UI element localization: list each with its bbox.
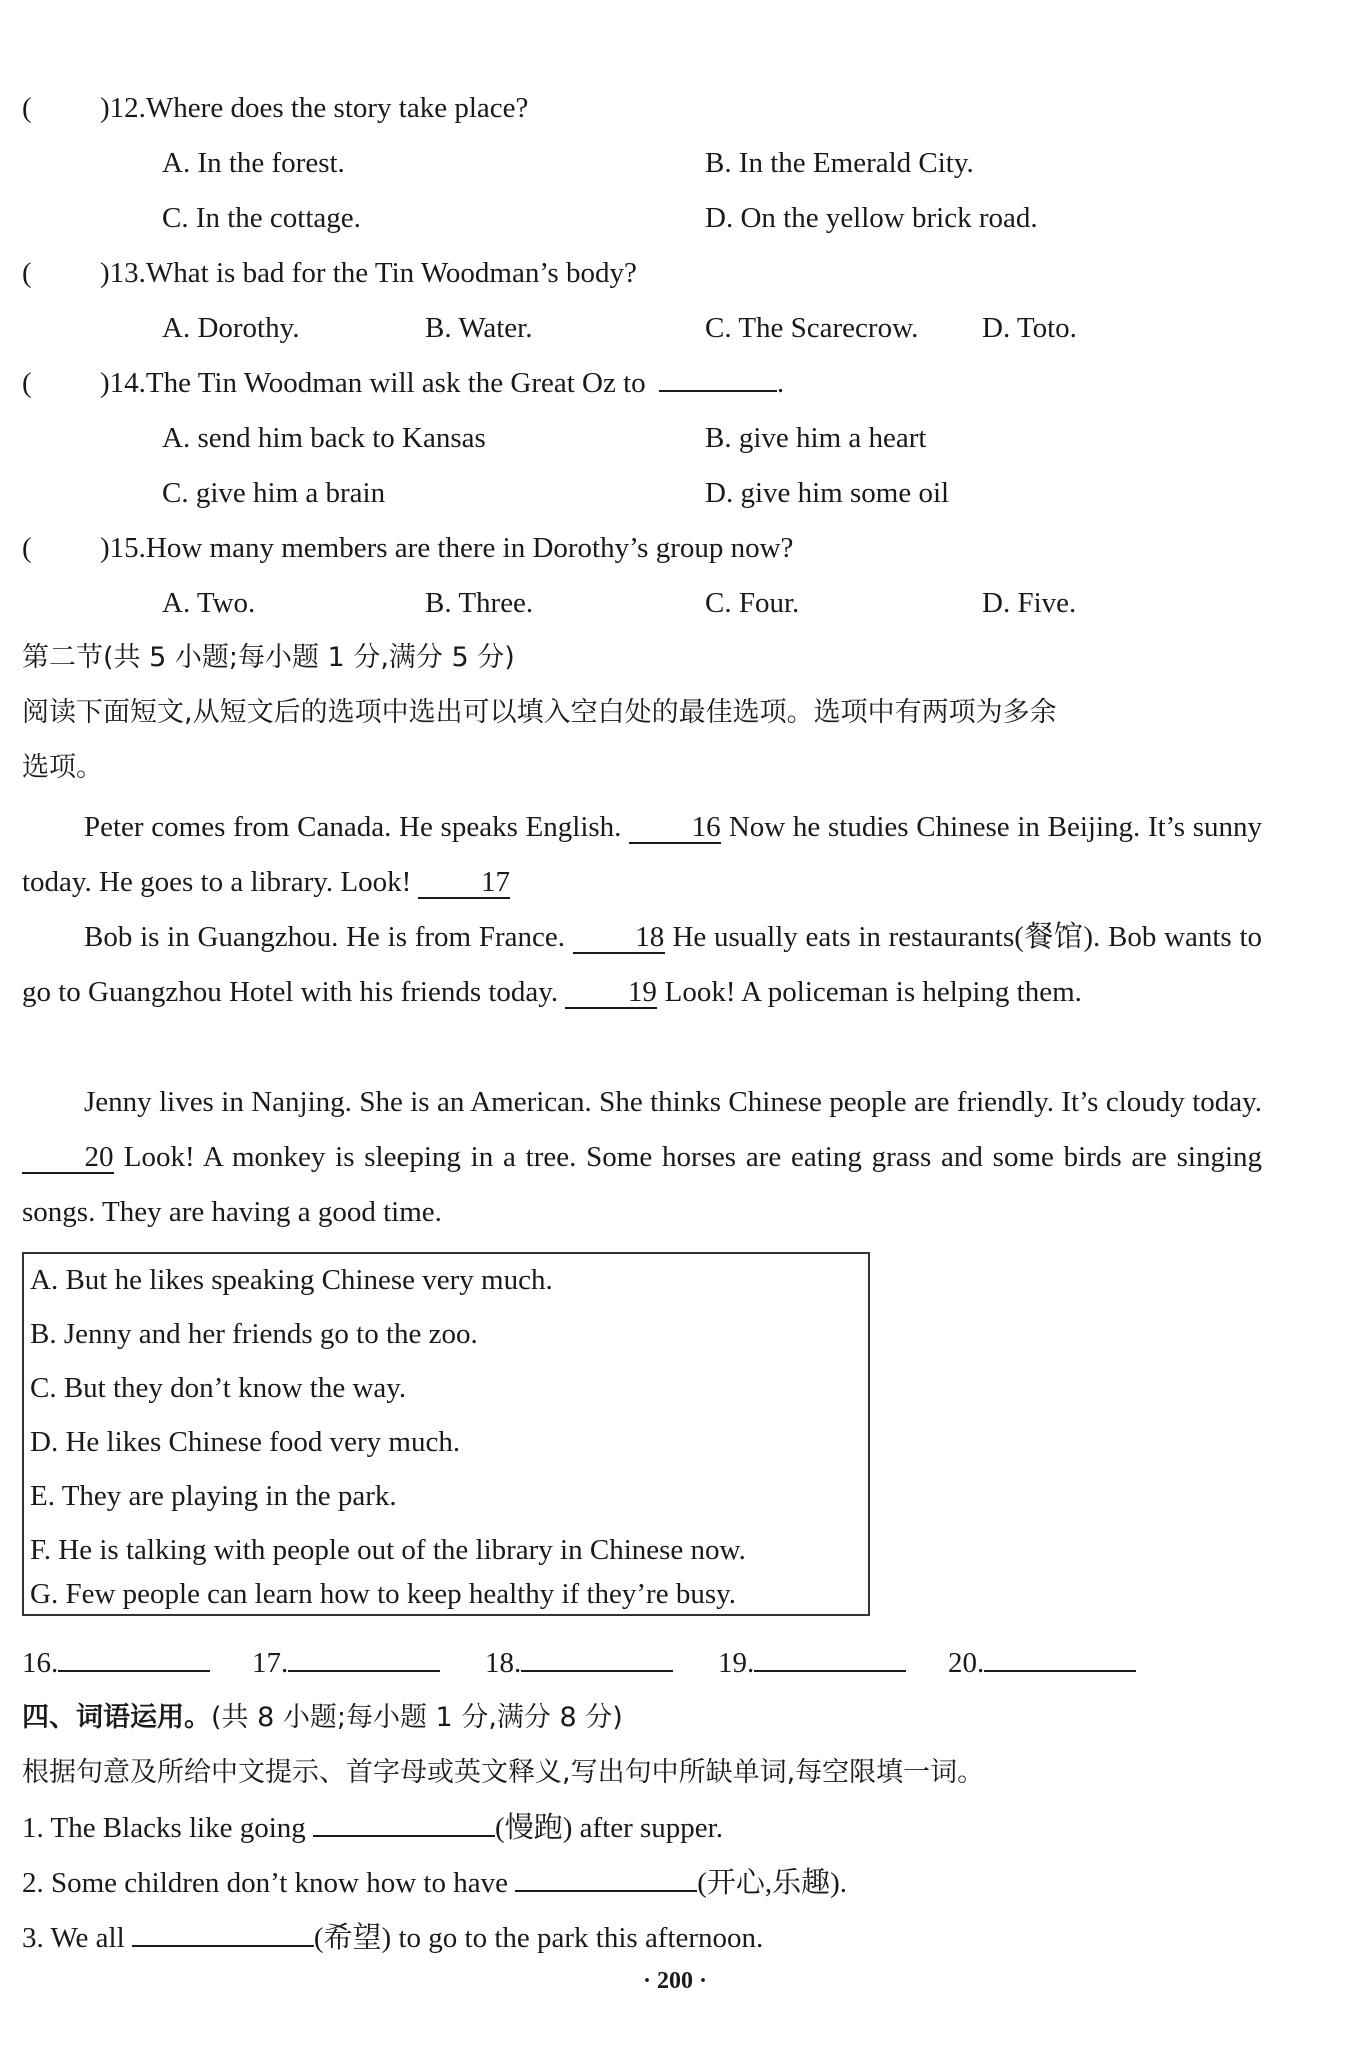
section-2-title: 第二节(共 5 小题;每小题 1 分,满分 5 分) xyxy=(22,642,515,673)
answer-20: 20. xyxy=(948,1645,1136,1681)
option-d: D. On the yellow brick road. xyxy=(705,202,1038,234)
question-text: The Tin Woodman will ask the Great Oz to xyxy=(145,367,646,399)
answer-blank[interactable] xyxy=(521,1670,673,1672)
question-13 xyxy=(22,255,637,291)
page-number: · 200 · xyxy=(642,1968,707,1994)
answer-blank[interactable] xyxy=(984,1670,1136,1672)
vocab-item-2: 2. Some children don’t know how to have (开心,乐趣). xyxy=(22,1867,848,1899)
question-12 xyxy=(22,90,528,126)
option-d: D. Five. xyxy=(982,587,1077,619)
choice-e: E. They are playing in the park. xyxy=(30,1480,397,1512)
passage-paragraph-3: Jenny lives in Nanjing. She is an American. She thinks Chinese people are friendly. It’s cloudy today. 20 Look! A monkey is sleeping in a tree. Some horses are eating grass and some birds are singing songs. They are having a good time. xyxy=(22,1086,1262,1228)
question-number: )13. xyxy=(100,257,146,289)
answer-blank[interactable] xyxy=(515,1890,697,1892)
option-c: C. The Scarecrow. xyxy=(705,312,919,344)
blank-19: 19 xyxy=(565,977,657,1009)
option-d: D. give him some oil xyxy=(705,477,950,509)
choice-c: C. But they don’t know the way. xyxy=(30,1372,407,1404)
option-b: B. In the Emerald City. xyxy=(705,147,974,179)
option-a: A. Dorothy. xyxy=(162,312,300,344)
option-a: A. send him back to Kansas xyxy=(162,422,486,454)
vocab-item-3: 3. We all (希望) to go to the park this afternoon. xyxy=(22,1922,764,1954)
answer-paren: ( xyxy=(22,532,32,564)
answer-paren: ( xyxy=(22,257,32,289)
question-text: Where does the story take place? xyxy=(145,92,529,124)
answer-blank[interactable] xyxy=(659,390,777,392)
passage-paragraph-2: Bob is in Guangzhou. He is from France. 18 He usually eats in restaurants(餐馆). Bob wants to go to Guangzhou Hotel with his friends today. 19 Look! A policeman is helping them. xyxy=(22,921,1263,1008)
answer-17: 17. xyxy=(252,1645,440,1681)
answer-18: 18. xyxy=(485,1645,673,1681)
option-c: C. In the cottage. xyxy=(162,202,361,234)
question-number: )12. xyxy=(100,92,146,124)
choice-g: G. Few people can learn how to keep healthy if they’re busy. xyxy=(30,1578,736,1610)
blank-16: 16 xyxy=(629,812,721,844)
vocab-item-1: 1. The Blacks like going (慢跑) after supper. xyxy=(22,1812,723,1844)
option-b: B. Water. xyxy=(425,312,533,344)
question-15 xyxy=(22,530,793,566)
answer-blank[interactable] xyxy=(754,1670,906,1672)
answer-blank[interactable] xyxy=(288,1670,440,1672)
answer-blank[interactable] xyxy=(58,1670,210,1672)
blank-17: 17 xyxy=(418,867,510,899)
question-text: What is bad for the Tin Woodman’s body? xyxy=(145,257,637,289)
option-b: B. Three. xyxy=(425,587,534,619)
section-4-title: 四、词语运用。(共 8 小题;每小题 1 分,满分 8 分) xyxy=(22,1702,623,1733)
section-2-instruction: 阅读下面短文,从短文后的选项中选出可以填入空白处的最佳选项。选项中有两项为多余 xyxy=(22,697,1057,728)
option-b: B. give him a heart xyxy=(705,422,927,454)
option-c: C. Four. xyxy=(705,587,800,619)
answer-16: 16. xyxy=(22,1645,210,1681)
choices-box xyxy=(22,1252,870,1616)
choice-a: A. But he likes speaking Chinese very much. xyxy=(30,1264,553,1296)
answer-paren: ( xyxy=(22,92,32,124)
passage-paragraph-1: Peter comes from Canada. He speaks English. 16 Now he studies Chinese in Beijing. It’s sunny today. He goes to a library. Look! 17 xyxy=(22,811,1263,898)
question-14 xyxy=(22,365,784,401)
answer-blank[interactable] xyxy=(313,1835,495,1837)
section-4-instruction: 根据句意及所给中文提示、首字母或英文释义,写出句中所缺单词,每空限填一词。 xyxy=(22,1757,985,1788)
option-a: A. In the forest. xyxy=(162,147,345,179)
question-number: )15. xyxy=(100,532,146,564)
section-2-instruction-cont: 选项。 xyxy=(22,752,103,783)
question-number: )14. xyxy=(100,367,146,399)
blank-18: 18 xyxy=(573,922,665,954)
blank-20: 20 xyxy=(22,1142,114,1174)
choice-d: D. He likes Chinese food very much. xyxy=(30,1426,461,1458)
choice-b: B. Jenny and her friends go to the zoo. xyxy=(30,1318,478,1350)
question-tail: . xyxy=(776,367,785,399)
answer-blank[interactable] xyxy=(132,1945,314,1947)
choice-f: F. He is talking with people out of the library in Chinese now. xyxy=(30,1534,746,1566)
option-d: D. Toto. xyxy=(982,312,1077,344)
option-c: C. give him a brain xyxy=(162,477,386,509)
option-a: A. Two. xyxy=(162,587,256,619)
answer-paren: ( xyxy=(22,367,32,399)
question-text: How many members are there in Dorothy’s group now? xyxy=(145,532,794,564)
answer-19: 19. xyxy=(718,1645,906,1681)
